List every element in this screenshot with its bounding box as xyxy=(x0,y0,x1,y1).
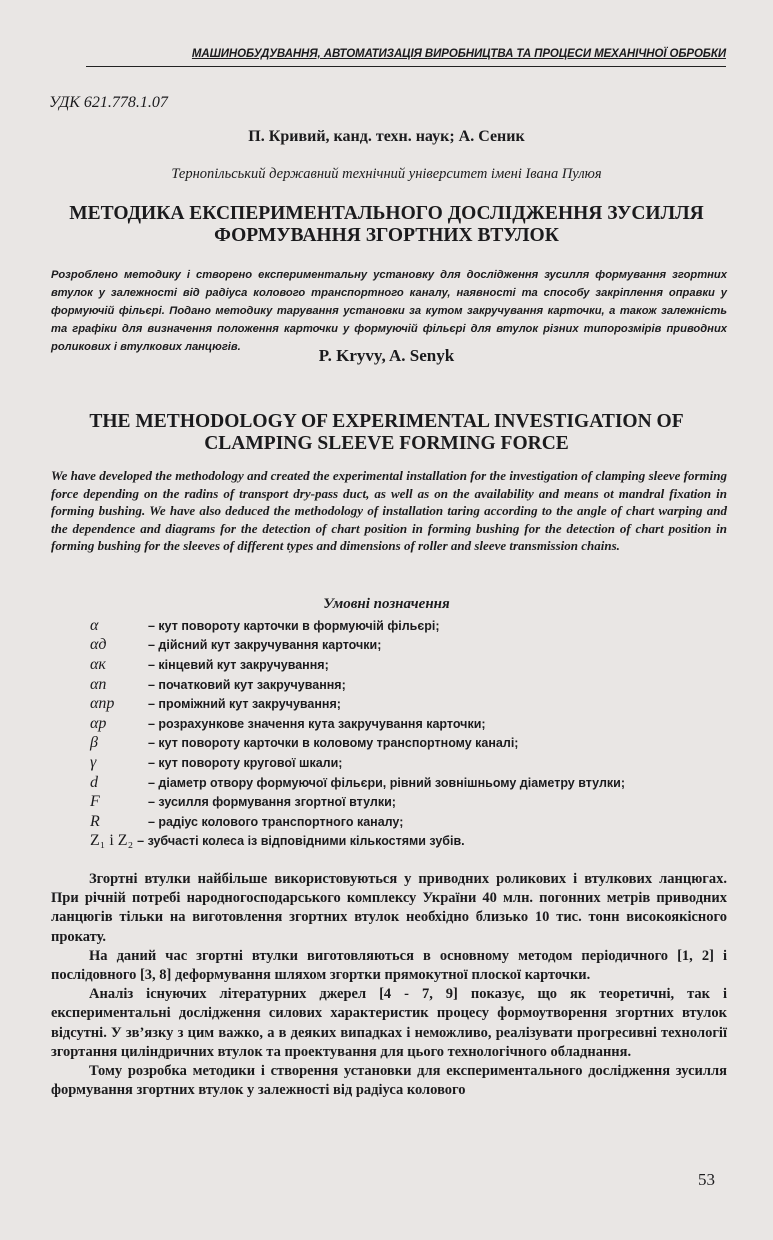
abstract-ukrainian: Розроблено методику і створено експериментальну установку для дослідження зусилля формування згортних втулок у залежності від радіуса колового транспортного каналу, наявності та способу закріплення оправки у формуючій фільєрі. Подано методику тарування установки за кутом закручування карточки, а також залежність та графіки для визначення положення карточки у формуючій фільєрі для втулок різних типорозмірів приводних роликових і втулкових ланцюгів. xyxy=(51,269,727,353)
nomenclature-symbol: γ xyxy=(90,753,97,771)
title-english: THE METHODOLOGY OF EXPERIMENTAL INVESTIGATION OF CLAMPING SLEEVE FORMING FORCE xyxy=(89,411,684,454)
nomenclature-symbol: R xyxy=(90,812,100,830)
nomenclature-item xyxy=(90,616,730,636)
body-text xyxy=(51,870,727,1100)
nomenclature-text: – кут повороту кругової шкали; xyxy=(148,755,343,770)
paragraph: Аналіз існуючих літературних джерел [4 - 7, 9] показує, що як теоретичні, так і експериментальні дослідження силових характеристик процесу формоутворення згортних втулок відсутні. У зв’язку з цим важко, а в деяких випадках і неможливо, реалізувати прогресивні технології згортання циліндричних втулок та проектування для цього технологічного обладнання. xyxy=(51,986,727,1060)
nomenclature-item xyxy=(90,812,730,832)
nomenclature-item xyxy=(90,636,730,656)
paragraph: На даний час згортні втулки виготовляються в основному методом періодичного [1, 2] і послідовного [3, 8] деформування шляхом згортки прямокутної плоскої карточки. xyxy=(51,947,727,984)
nomenclature-text: – початковий кут закручування; xyxy=(148,677,346,692)
nomenclature-text: – зусилля формування згортної втулки; xyxy=(148,795,396,810)
nomenclature-text: – проміжний кут закручування; xyxy=(148,697,341,712)
nomenclature-item xyxy=(90,792,730,812)
nomenclature-item xyxy=(90,832,730,852)
udk-code: УДК 621.778.1.07 xyxy=(49,94,168,111)
nomenclature-text: – кут повороту карточки в коловому транспортному каналі; xyxy=(148,736,519,751)
nomenclature-item xyxy=(90,655,730,675)
nomenclature-item xyxy=(90,675,730,695)
nomenclature-item xyxy=(90,714,730,734)
affiliation: Тернопільський державний технічний університет імені Івана Пулюя xyxy=(171,166,602,182)
nomenclature-symbol: αр xyxy=(90,714,107,732)
title-ukrainian: МЕТОДИКА ЕКСПЕРИМЕНТАЛЬНОГО ДОСЛІДЖЕННЯ ЗУСИЛЛЯ ФОРМУВАННЯ ЗГОРТНИХ ВТУЛОК xyxy=(69,203,704,246)
page-number: 53 xyxy=(698,1170,715,1189)
nomenclature-list xyxy=(90,616,730,851)
nomenclature-symbol: αд xyxy=(90,636,107,654)
nomenclature-text: – діаметр отвору формуючої фільєри, рівний зовнішньому діаметру втулки; xyxy=(148,775,625,790)
nomenclature-symbol: β xyxy=(90,734,98,752)
nomenclature-text: – розрахункове значення кута закручування карточки; xyxy=(148,716,486,731)
authors-english: P. Kryvy, A. Senyk xyxy=(318,346,455,365)
authors-ukrainian: П. Кривий, канд. техн. наук; А. Сеник xyxy=(248,128,525,145)
nomenclature-title: Умовні позначення xyxy=(323,596,450,612)
nomenclature-item xyxy=(90,773,730,793)
nomenclature-text: – кут повороту карточки в формуючій фільєрі; xyxy=(148,618,440,633)
nomenclature-item xyxy=(90,734,730,754)
paragraph: Згортні втулки найбільше використовуються у приводних роликових і втулкових ланцюгах. При річній потребі народногосподарського комплексу України 40 млн. погонних метрів приводних ланцюгів тільки на виготовлення згортних втулок необхідно близько 10 тис. тонн високоякісного прокату. xyxy=(51,871,727,945)
running-header: МАШИНОБУДУВАННЯ, АВТОМАТИЗАЦІЯ ВИРОБНИЦТВА ТА ПРОЦЕСИ МЕХАНІЧНОЇ ОБРОБКИ xyxy=(191,48,726,60)
header-rule xyxy=(86,66,726,67)
nomenclature-text: – кінцевий кут закручування; xyxy=(148,657,329,672)
nomenclature-item xyxy=(90,694,730,714)
nomenclature-text: – радіус колового транспортного каналу; xyxy=(148,814,404,829)
nomenclature-text: – зубчасті колеса із відповідними кількостями зубів. xyxy=(137,834,465,849)
nomenclature-symbol: Z₁ і Z₂ xyxy=(90,832,134,850)
nomenclature-text: – дійсний кут закручування карточки; xyxy=(148,638,382,653)
nomenclature-symbol: αпр xyxy=(90,695,115,713)
paragraph: Тому розробка методики і створення установки для експериментального дослідження зусилля формування згортних втулок у залежності від радіуса колового xyxy=(51,1063,727,1099)
nomenclature-symbol: α xyxy=(90,616,99,634)
nomenclature-symbol: d xyxy=(90,773,98,791)
nomenclature-item xyxy=(90,753,730,773)
abstract-english: We have developed the methodology and created the experimental installation for the investigation of clamping sleeve forming force depending on the radins of transport dry-pass duct, as well as on the availability and means ot mandral fixation in forming bushing. We have also deduced the methodology of installation taring according to the angle of chart warping and the dependence and diagrams for the detection of chart position in forming bushing for the detection of chart position in forming bushing for the sleeves of different types and dimensions of roller and sleeve transmission chains. xyxy=(51,468,727,553)
nomenclature-symbol: αк xyxy=(90,655,106,673)
nomenclature-symbol: αп xyxy=(90,675,107,693)
nomenclature-symbol: F xyxy=(90,793,100,811)
